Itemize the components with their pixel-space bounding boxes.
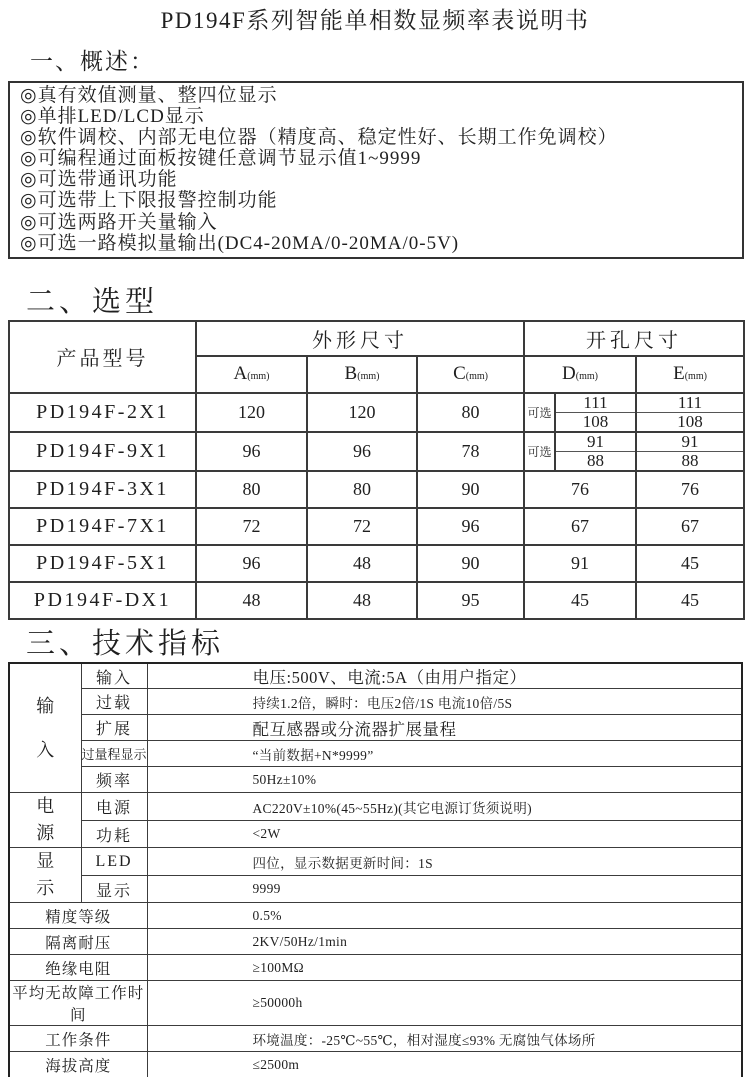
table-row <box>9 820 742 848</box>
overview-bullet: ◎软件调校、内部无电位器（精度高、稳定性好、长期工作免调校） <box>20 127 618 149</box>
dim-a-cell: 80 <box>196 471 307 508</box>
dim-d-cell: 76 <box>524 471 636 508</box>
dim-b-cell: 120 <box>307 393 417 432</box>
spec-value: <2W <box>147 820 742 848</box>
table-row <box>9 793 742 821</box>
dim-a-cell: 96 <box>196 545 307 582</box>
overview-bullet: ◎可编程通过面板按键任意调节显示值1~9999 <box>20 148 422 170</box>
selection-header-row <box>9 321 744 356</box>
table-row <box>9 582 744 619</box>
selection-table <box>8 320 745 620</box>
spec-label: 频率 <box>81 767 147 793</box>
dim-e-cell: 45 <box>636 582 744 619</box>
spec-value: “当前数据+N*9999” <box>147 741 742 767</box>
spec-label: 工作条件 <box>9 1026 147 1052</box>
dim-d-header: D(mm) <box>524 356 636 393</box>
dim-d-cell <box>524 393 636 432</box>
dim-c-cell: 96 <box>417 508 524 545</box>
model-cell: PD194F-DX1 <box>9 582 196 619</box>
dim-d-option-1: 91 <box>587 432 605 452</box>
dim-e-option-2: 88 <box>637 451 743 470</box>
model-cell: PD194F-7X1 <box>9 508 196 545</box>
optional-label: 可选 <box>525 394 556 431</box>
spec-label: 电源 <box>81 793 147 821</box>
dim-d-cell <box>524 432 636 471</box>
spec-label: 输入 <box>81 663 147 689</box>
spec-label: 精度等级 <box>9 903 147 929</box>
table-row <box>9 875 742 903</box>
dim-e-cell <box>636 393 744 432</box>
spec-value: 0.5% <box>147 903 742 929</box>
dim-a-cell: 120 <box>196 393 307 432</box>
section-selection-heading: 二、选型 <box>26 285 159 318</box>
spec-value: 50Hz±10% <box>147 767 742 793</box>
dim-e-header: E(mm) <box>636 356 744 393</box>
dim-c-cell: 90 <box>417 545 524 582</box>
spec-label: 隔离耐压 <box>9 929 147 955</box>
dim-a-header: A(mm) <box>196 356 307 393</box>
specs-table <box>8 662 743 1077</box>
spec-value: 电压:500V、电流:5A（由用户指定） <box>147 663 742 689</box>
dim-b-cell: 80 <box>307 471 417 508</box>
spec-value: 环境温度：-25℃~55℃，相对湿度≤93% 无腐蚀气体场所 <box>147 1026 742 1052</box>
model-cell: PD194F-9X1 <box>9 432 196 471</box>
table-row <box>9 929 742 955</box>
spec-label: 扩展 <box>81 715 147 741</box>
unit-label: (mm) <box>684 371 707 383</box>
model-cell: PD194F-5X1 <box>9 545 196 582</box>
spec-value: 配互感器或分流器扩展量程 <box>147 715 742 741</box>
model-cell: PD194F-3X1 <box>9 471 196 508</box>
spec-label: 平均无故障工作时间 <box>9 981 147 1026</box>
dim-c-cell: 95 <box>417 582 524 619</box>
table-row <box>9 903 742 929</box>
dim-b-header: B(mm) <box>307 356 417 393</box>
spec-group-display: 显示 <box>9 848 81 903</box>
dim-d-option-2: 108 <box>556 412 635 431</box>
spec-value: 2KV/50Hz/1min <box>147 929 742 955</box>
table-row <box>9 689 742 715</box>
dim-d-cell: 45 <box>524 582 636 619</box>
spec-value: AC220V±10%(45~55Hz)(其它电源订货须说明) <box>147 793 742 821</box>
section-overview-heading: 一、概述： <box>30 49 155 74</box>
dim-c-cell: 78 <box>417 432 524 471</box>
unit-label: (mm) <box>247 371 270 383</box>
dim-d-cell: 67 <box>524 508 636 545</box>
spec-label: LED <box>81 848 147 876</box>
spec-group-power: 电源 <box>9 793 81 848</box>
dim-d-option-1: 111 <box>583 393 608 413</box>
table-row <box>9 432 744 471</box>
table-row <box>9 393 744 432</box>
spec-label: 显示 <box>81 875 147 903</box>
spec-label: 过量程显示 <box>81 741 147 767</box>
overview-bullet: ◎单排LED/LCD显示 <box>20 106 205 128</box>
spec-label: 海拔高度 <box>9 1052 147 1077</box>
dim-e-option-1: 91 <box>681 432 699 452</box>
dim-a-cell: 72 <box>196 508 307 545</box>
dim-b-cell: 72 <box>307 508 417 545</box>
table-row <box>9 545 744 582</box>
section-specs-heading: 三、技术指标 <box>26 627 225 660</box>
spec-label: 功耗 <box>81 820 147 848</box>
table-row <box>9 955 742 981</box>
spec-value: ≥50000h <box>147 981 742 1026</box>
table-row <box>9 1052 742 1077</box>
dim-b-cell: 48 <box>307 582 417 619</box>
table-row <box>9 767 742 793</box>
dim-d-option-2: 88 <box>556 451 635 470</box>
dim-e-cell: 76 <box>636 471 744 508</box>
model-cell: PD194F-2X1 <box>9 393 196 432</box>
spec-value: 9999 <box>147 875 742 903</box>
spec-value: 持续1.2倍，瞬时：电压2倍/1S 电流10倍/5S <box>147 689 742 715</box>
spec-label: 绝缘电阻 <box>9 955 147 981</box>
dim-b-cell: 96 <box>307 432 417 471</box>
unit-label: (mm) <box>357 371 380 383</box>
dim-e-option-2: 108 <box>637 412 743 431</box>
overview-bullet: ◎可选两路开关量输入 <box>20 211 218 233</box>
dim-e-cell: 45 <box>636 545 744 582</box>
overview-bullet: ◎可选带上下限报警控制功能 <box>20 190 278 212</box>
dim-a-cell: 96 <box>196 432 307 471</box>
spec-value: ≤2500m <box>147 1052 742 1077</box>
spec-value: ≥100MΩ <box>147 955 742 981</box>
table-row <box>9 471 744 508</box>
overview-box <box>8 81 744 259</box>
dim-e-option-1: 111 <box>677 393 703 413</box>
table-row <box>9 741 742 767</box>
hole-size-header: 开孔尺寸 <box>524 321 744 356</box>
table-row <box>9 508 744 545</box>
unit-label: (mm) <box>465 371 488 383</box>
dim-a-cell: 48 <box>196 582 307 619</box>
spec-label: 过载 <box>81 689 147 715</box>
dim-c-cell: 80 <box>417 393 524 432</box>
table-row <box>9 663 742 689</box>
product-model-header: 产品型号 <box>9 321 196 393</box>
table-row <box>9 848 742 876</box>
dim-d-cell: 91 <box>524 545 636 582</box>
unit-label: (mm) <box>575 371 598 383</box>
page-title: PD194F系列智能单相数显频率表说明书 <box>160 8 590 33</box>
spec-value: 四位，显示数据更新时间：1S <box>147 848 742 876</box>
spec-group-input: 输入 <box>9 663 81 793</box>
dim-c-cell: 90 <box>417 471 524 508</box>
optional-label: 可选 <box>525 433 556 470</box>
overview-bullet: ◎真有效值测量、整四位显示 <box>20 85 278 106</box>
dim-b-cell: 48 <box>307 545 417 582</box>
outline-size-header: 外形尺寸 <box>196 321 524 356</box>
dim-e-cell <box>636 432 744 471</box>
overview-bullet: ◎可选带通讯功能 <box>20 169 178 191</box>
dim-e-cell: 67 <box>636 508 744 545</box>
overview-bullet: ◎可选一路模拟量输出(DC4-20MA/0-20MA/0-5V) <box>20 232 460 254</box>
table-row <box>9 715 742 741</box>
table-row <box>9 981 742 1026</box>
dim-c-header: C(mm) <box>417 356 524 393</box>
table-row <box>9 1026 742 1052</box>
